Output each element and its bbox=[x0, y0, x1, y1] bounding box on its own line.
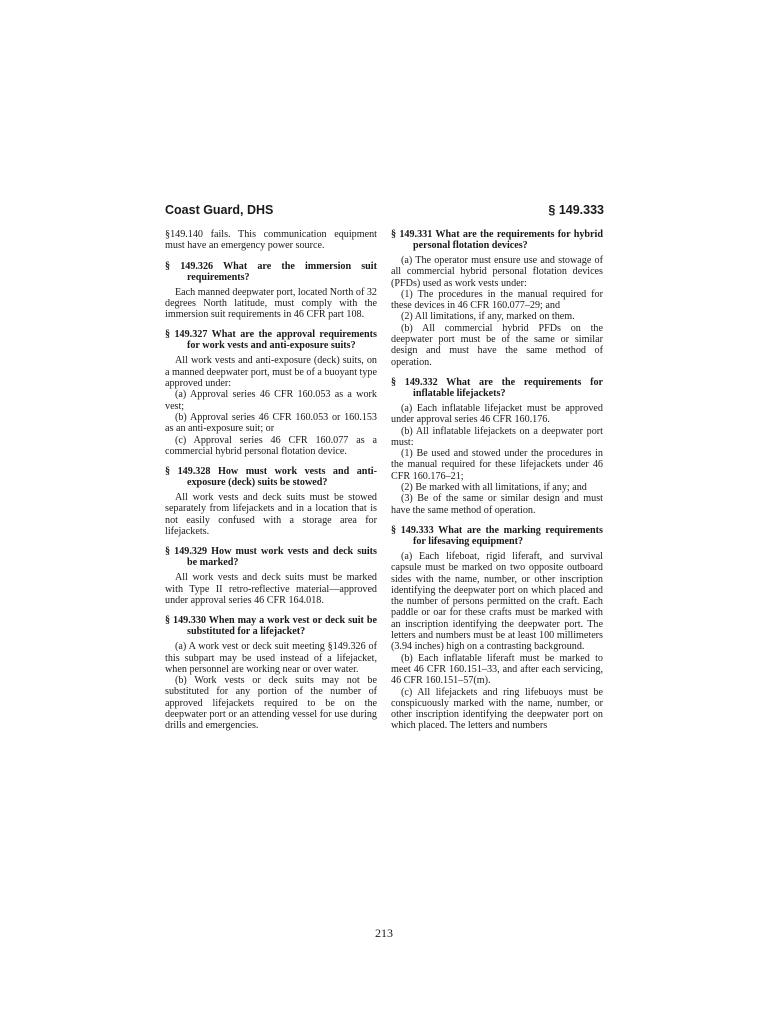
section-149-332 bbox=[391, 377, 603, 516]
section-149-329 bbox=[165, 546, 377, 606]
section-heading: § 149.331 What are the requirements for hybrid personal flotation devices? bbox=[391, 229, 603, 251]
section-heading: § 149.329 How must work vests and deck suits be marked? bbox=[165, 546, 377, 569]
section-149-331 bbox=[391, 229, 603, 368]
paragraph: (a) Each lifeboat, rigid liferaft, and survival capsule must be marked on two opposite outboard sides with the name, number, or other inscription identifying the deepwater port on which placed and the number of persons permitted on the craft. Each paddle or oar for these crafts must be marked with an inscription identifying the deepwater port. The letters and numbers must be at least 100 millimeters (3.94 inches) high on a contrasting background. bbox=[391, 550, 603, 653]
paragraph: (c) Approval series 46 CFR 160.077 as a commercial hybrid personal flotation device. bbox=[165, 434, 377, 457]
section-heading: § 149.330 When may a work vest or deck suit be substituted for a lifejacket? bbox=[165, 615, 377, 638]
paragraph: (c) All lifejackets and ring lifebuoys must be conspicuously marked with the name, number, or other inscription identifying the deepwater port on which placed. The letters and numbers bbox=[391, 686, 603, 732]
paragraph: (2) Be marked with all limitations, if any; and bbox=[401, 482, 587, 494]
page-number: 213 bbox=[375, 926, 393, 940]
section-heading: § 149.326 What are the immersion suit requirements? bbox=[165, 260, 377, 283]
section-149-327 bbox=[165, 329, 377, 457]
section-149-330 bbox=[165, 615, 377, 731]
running-header-left: Coast Guard, DHS bbox=[165, 203, 274, 217]
paragraph: (b) Approval series 46 CFR 160.053 or 160.153 as an anti-exposure suit; or bbox=[165, 411, 377, 435]
paragraph: All work vests and deck suits must be stowed separately from lifejackets and in a location that is not easily confused with a storage area for lifejackets. bbox=[165, 492, 377, 538]
paragraph: (a) The operator must ensure use and stowage of all commercial hybrid personal flotation devices (PFDs) used as work vests under: bbox=[391, 255, 603, 289]
lead-paragraph: §149.140 fails. This communication equipment must have an emergency power source. bbox=[165, 229, 377, 252]
paragraph: (b) All commercial hybrid PFDs on the deepwater port must be of the same or similar design and must have the same method of operation. bbox=[391, 322, 603, 368]
left-column bbox=[165, 229, 377, 741]
section-149-328 bbox=[165, 466, 377, 537]
section-heading: § 149.328 How must work vests and anti-exposure (deck) suits be stowed? bbox=[165, 466, 377, 489]
paragraph: (a) Each inflatable lifejacket must be approved under approval series 46 CFR 160.176. bbox=[391, 402, 603, 426]
section-heading: § 149.327 What are the approval requirements for work vests and anti-exposure suits? bbox=[165, 329, 377, 352]
paragraph: (2) All limitations, if any, marked on them. bbox=[401, 311, 575, 323]
paragraph: (1) Be used and stowed under the procedures in the manual required for these lifejackets under 46 CFR 160.176–21; bbox=[391, 448, 603, 482]
paragraph: (a) A work vest or deck suit meeting §149.326 of this subpart may be used instead of a lifejacket, when personnel are working near or over water. bbox=[165, 641, 377, 675]
section-heading: § 149.332 What are the requirements for inflatable lifejackets? bbox=[391, 376, 603, 399]
paragraph: (1) The procedures in the manual required for these devices in 46 CFR 160.077–29; and bbox=[391, 288, 603, 312]
paragraph: (b) Each inflatable liferaft must be marked to meet 46 CFR 160.151–33, and after each servicing, 46 CFR 160.151–57(m). bbox=[391, 652, 603, 687]
paragraph: (a) Approval series 46 CFR 160.053 as a work vest; bbox=[165, 389, 377, 412]
paragraph: All work vests and anti-exposure (deck) suits, on a manned deepwater port, must be of a buoyant type approved under: bbox=[165, 355, 377, 390]
running-header-right: § 149.333 bbox=[548, 203, 604, 217]
paragraph: Each manned deepwater port, located North of 32 degrees North latitude, must comply with the immersion suit requirements in 46 CFR part 108. bbox=[165, 286, 377, 321]
right-column bbox=[391, 229, 603, 741]
section-149-326 bbox=[165, 261, 377, 321]
paragraph: All work vests and deck suits must be marked with Type II retro-reflective material—approved under approval series 46 CFR 164.018. bbox=[165, 572, 377, 606]
section-heading: § 149.333 What are the marking requirements for lifesaving equipment? bbox=[391, 524, 603, 547]
paragraph: (b) All inflatable lifejackets on a deepwater port must: bbox=[391, 425, 603, 448]
section-149-333 bbox=[391, 525, 603, 732]
paragraph: (b) Work vests or deck suits may not be substituted for any portion of the number of approved lifejackets required to be on the deepwater port or an attending vessel for use during drills and emergencies. bbox=[165, 675, 377, 732]
paragraph: (3) Be of the same or similar design and must have the same method of operation. bbox=[391, 493, 603, 516]
